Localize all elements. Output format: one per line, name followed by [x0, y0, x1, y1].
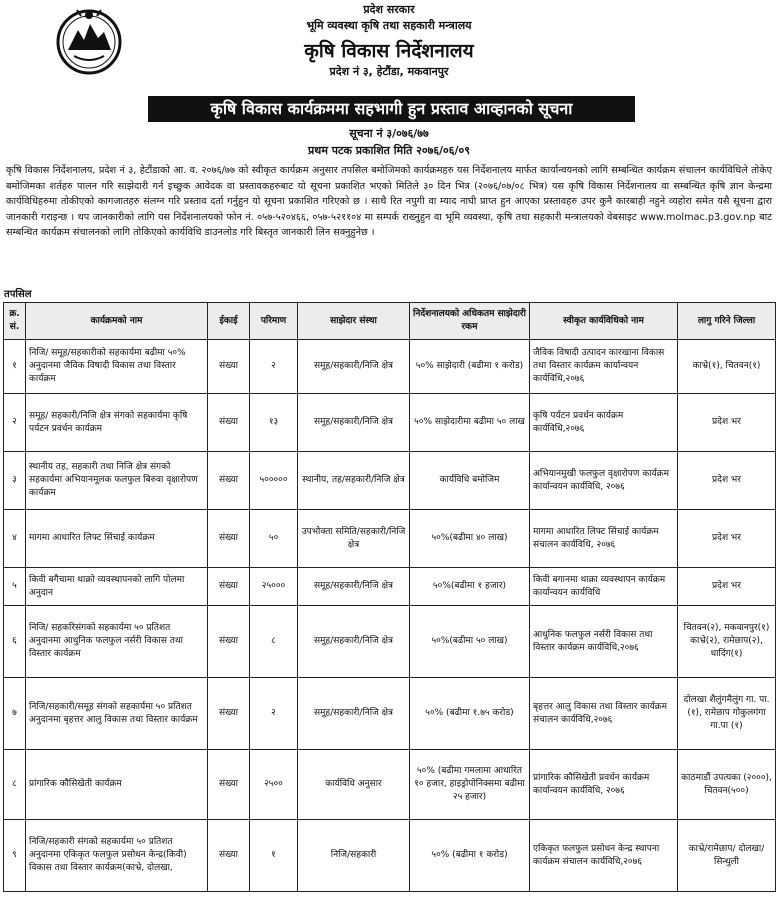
cell-serial: ९	[4, 820, 26, 892]
cell-quantity: १	[250, 820, 298, 892]
notice-banner-title: कृषि विकास कार्यक्रममा सहभागी हुन प्रस्ताव आव्हानको सूचना	[148, 96, 635, 122]
cell-serial: २	[4, 394, 26, 452]
cell-max-amount: ५०%(बढीमा १ हजार)	[410, 568, 530, 606]
cell-unit: संख्या	[208, 678, 250, 750]
cell-procedure: आधुनिक फलफुल नर्सरी विकास तथा विस्तार कार्यक्रम कार्यविधि,२०७६	[530, 606, 678, 678]
cell-district: दोलखा शैलुंगमैलुंग गा. पा.(१), रामेछाप गोकुलगंगा गा.पा (१)	[678, 678, 776, 750]
notice-body-paragraph: कृषि विकास निर्देशनालय, प्रदेश नं ३, हेटौंडाको आ. व. २०७६/७७ को स्वीकृत कार्यक्रम अनुसार तपसिल बमोजिमको कार्यक्रमहरु यस निर्देशनालय मार्फत कार्यान्वयनको लागि सम्बन्धित कार्यक्रम संचालन कार्यविधिले तोकेए बमोजिमका शर्तहरु पालन गरि साझेदारी गर्न इच्छुक आवेदक वा प्रस्तावकहरुबाट यो सूचना प्रकाशित भएको मितिले ३० दिन भित्र (२०७६/०७/०८ भित्र) यस कृषि विकास निर्देशनालय वा सम्बन्धित कृषि ज्ञान केन्द्रमा कार्यविधिहरुमा तोकीएको कागजातहरु संलग्न गरि प्रस्ताव दर्ता गर्नुहुन यो सूचना प्रकाशित गरिएको छ । साथै रित नपुगी वा म्याद नाघी प्राप्त हुन आएका प्रस्तावहरु उपर कुनै कारबाही नहुने व्यहोरा समेत यसै सूचना द्वारा जानकारी गराइन्छ । थप जानकारीको लागि यस निर्देशनालयको फोन नं. ०५७-५२०४६६, ०५७-५२११०४ मा सम्पर्क राख्नुहुन वा भूमि व्यवस्था, कृषि तथा सहकारी मन्त्रालयको वेबसाइट www.molmac.p3.gov.np बाट सम्बन्धित कार्यक्रम संचालनको लागि तोकिएको कार्यविधि डाउनलोड गरि बिस्तृत जानकारी लिन सक्नुहुनेछ ।	[6, 165, 772, 238]
col-header-district: लागु गरिने जिल्ला	[678, 303, 776, 340]
cell-district: काठमाडौं उपत्यका (२०००), चितवन(५००)	[678, 750, 776, 820]
col-header-program: कार्यक्रमको नाम	[26, 303, 208, 340]
cell-unit: संख्या	[208, 750, 250, 820]
cell-district: प्रदेश भर	[678, 394, 776, 452]
cell-partner: निजि/सहकारी	[298, 820, 410, 892]
cell-max-amount: ५०%(बढीमा ४० लाख)	[410, 510, 530, 568]
cell-quantity: ५०	[250, 510, 298, 568]
cell-program: मागमा आधारित लिफ्ट सिंचाई कार्यक्रम	[26, 510, 208, 568]
cell-unit: संख्या	[208, 820, 250, 892]
cell-max-amount: ५०% (बढीमा गमलामा आधारित १० हजार, हाइड्रोपोनिक्समा बढीमा २५ हजार)	[410, 750, 530, 820]
cell-quantity: २५००	[250, 750, 298, 820]
col-header-partner: साझेदार संस्था	[298, 303, 410, 340]
cell-program: निजि/ सहकरिसंगको सहकार्यमा ५० प्रतिशत अनुदानमा आधुनिक फलफुल नर्सरी विकास तथा विस्तार कार्यक्रम	[26, 606, 208, 678]
office-title: कृषि विकास निर्देशनालय	[304, 40, 474, 62]
cell-serial: ८	[4, 750, 26, 820]
cell-partner: समूह/सहकारी/निजि क्षेत्र	[298, 678, 410, 750]
col-header-procedure: स्वीकृत कार्यविधिको नाम	[530, 303, 678, 340]
publish-date: प्रथम पटक प्रकाशित मिति २०७६/०६/०९	[308, 144, 470, 157]
cell-procedure: मागमा आधारित लिफ्ट सिंचाई कार्यक्रम संचालन कार्यविधि, २०७६	[530, 510, 678, 568]
program-schedule-table	[3, 302, 776, 892]
cell-procedure: किवी बगानमा थाक्रा व्यवस्थापन कार्यक्रम कार्यान्वयन कार्यविधि	[530, 568, 678, 606]
cell-procedure: कृषि पर्यटन प्रवर्धन कार्यक्रम कार्यविधि,२०७६	[530, 394, 678, 452]
cell-serial: ६	[4, 606, 26, 678]
table-row	[4, 340, 776, 394]
cell-quantity: २	[250, 678, 298, 750]
cell-district: प्रदेश भर	[678, 510, 776, 568]
cell-program: निजि/ समूह/सहकारीको सहकार्यमा बढीमा ५०% अनुदानमा जैविक विषादी विकास तथा विस्तार कार्यक्रम	[26, 340, 208, 394]
cell-district: काभ्रे(१), चितवन(१)	[678, 340, 776, 394]
cell-procedure: प्रांगारिक कौसिखेती प्रवर्धन कार्यक्रम कार्यान्वयन कार्यविधि, २०७६	[530, 750, 678, 820]
office-address: प्रदेश नं ३, हेटौंडा, मकवानपुर	[329, 65, 449, 78]
cell-partner: कार्यविधि अनुसार	[298, 750, 410, 820]
cell-serial: ७	[4, 678, 26, 750]
cell-program: प्रांगारिक कौसिखेती कार्यक्रम	[26, 750, 208, 820]
col-header-quantity: परिमाण	[250, 303, 298, 340]
table-row	[4, 394, 776, 452]
cell-program: निजि/सहकारी संगको सहकार्यमा ५० प्रतिशत अनुदानमा एकिकृत फलफुल प्रसोधन केन्द्र(किवी) विकास तथा विस्तार कार्यक्रम(काभ्रे, दोलखा,	[26, 820, 208, 892]
cell-serial: १	[4, 340, 26, 394]
cell-serial: ४	[4, 510, 26, 568]
cell-district: प्रदेश भर	[678, 452, 776, 510]
cell-partner: समूह/सहकारी/निजि क्षेत्र	[298, 606, 410, 678]
table-row	[4, 452, 776, 510]
province-government-heading: प्रदेश सरकार	[363, 3, 415, 16]
cell-partner: समूह/सहकारी/निजि क्षेत्र	[298, 340, 410, 394]
table-header-row	[4, 303, 776, 340]
table-row	[4, 750, 776, 820]
cell-quantity: १३	[250, 394, 298, 452]
col-header-unit: ईकाई	[208, 303, 250, 340]
schedule-label: तपसिल	[4, 289, 32, 300]
cell-program: निजि/सहकारी/समूह संगको सहकार्यमा ५० प्रतिशत अनुदानमा बृहत्तर आलु विकास तथा विस्तार कार्यक्रम	[26, 678, 208, 750]
cell-program: किवी बगैचामा थाक्रो व्यवस्थापनको लागि पोलमा अनुदान	[26, 568, 208, 606]
cell-max-amount: ५०% साझेदारीमा बढीमा ५० लाख	[410, 394, 530, 452]
cell-max-amount: ५०% (बढीमा १ करोड)	[410, 820, 530, 892]
cell-max-amount: ५०% (बढीमा १.७५ करोड)	[410, 678, 530, 750]
cell-max-amount: ५०%(बढीमा ५० लाख)	[410, 606, 530, 678]
cell-unit: संख्या	[208, 568, 250, 606]
col-header-serial: क्र. सं.	[4, 303, 26, 340]
ministry-heading: भूमि व्यवस्था कृषि तथा सहकारी मन्त्रालय	[306, 19, 472, 32]
cell-unit: संख्या	[208, 340, 250, 394]
table-row	[4, 820, 776, 892]
cell-program: समूह/ सहकारी/निजि क्षेत्र संगको सहकार्यमा कृषि पर्यटन प्रवर्धन कार्यक्रम	[26, 394, 208, 452]
cell-serial: ५	[4, 568, 26, 606]
cell-district: काभ्रे/रामेछाप/ दोलखा/सिन्धुली	[678, 820, 776, 892]
col-header-max-amount: निर्देशनालयको अधिकतम साझेदारी रकम	[410, 303, 530, 340]
cell-partner: उपभोक्ता समिति/सहकारी/निजि क्षेत्र	[298, 510, 410, 568]
cell-program: स्थानीय तह, सहकारी तथा निजि क्षेत्र संगको सहकार्यमा अभियानमूलक फलफुल बिरुवा वृक्षारोपण कार्यक्रम	[26, 452, 208, 510]
table-row	[4, 606, 776, 678]
cell-quantity: ५०००००	[250, 452, 298, 510]
notice-number: सूचना नं ३/०७६/७७	[349, 127, 429, 140]
cell-max-amount: ५०% साझेदारी (बढीमा १ करोड)	[410, 340, 530, 394]
cell-unit: संख्या	[208, 394, 250, 452]
cell-unit: संख्या	[208, 452, 250, 510]
cell-district: चितवन(२), मकवानपुर(१) काभ्रे(२), रामेछाप(२), धादिंग(१)	[678, 606, 776, 678]
cell-procedure: बृहत्तर आलु विकास तथा विस्तार कार्यक्रम संचालन कार्यविधि,२०७६	[530, 678, 678, 750]
cell-unit: संख्या	[208, 510, 250, 568]
table-row	[4, 678, 776, 750]
cell-procedure: जैविक विषादी उत्पादन कारखाना विकास तथा विस्तार कार्यक्रम कार्यान्वयन कार्यविधि,२०७६	[530, 340, 678, 394]
cell-quantity: २	[250, 340, 298, 394]
cell-procedure: एकिकृत फलफुल प्रसोधन केन्द्र स्थापना कार्यक्रम संचालन कार्यविधि,२०७६	[530, 820, 678, 892]
cell-partner: समूह/सहकारी/निजि क्षेत्र	[298, 394, 410, 452]
cell-unit: संख्या	[208, 606, 250, 678]
cell-serial: ३	[4, 452, 26, 510]
cell-max-amount: कार्यविधि बमोजिम	[410, 452, 530, 510]
cell-quantity: ८	[250, 606, 298, 678]
cell-procedure: अभियानमुखी फलफुल वृक्षारोपण कार्यक्रम कार्यान्वयन कार्यविधि, २०७६	[530, 452, 678, 510]
table-row	[4, 568, 776, 606]
cell-partner: स्थानीय, तह/सहकारी/निजि क्षेत्र	[298, 452, 410, 510]
cell-district: प्रदेश भर	[678, 568, 776, 606]
table-row	[4, 510, 776, 568]
cell-quantity: २५०००	[250, 568, 298, 606]
cell-partner: समूह/सहकारी/निजि क्षेत्र	[298, 568, 410, 606]
